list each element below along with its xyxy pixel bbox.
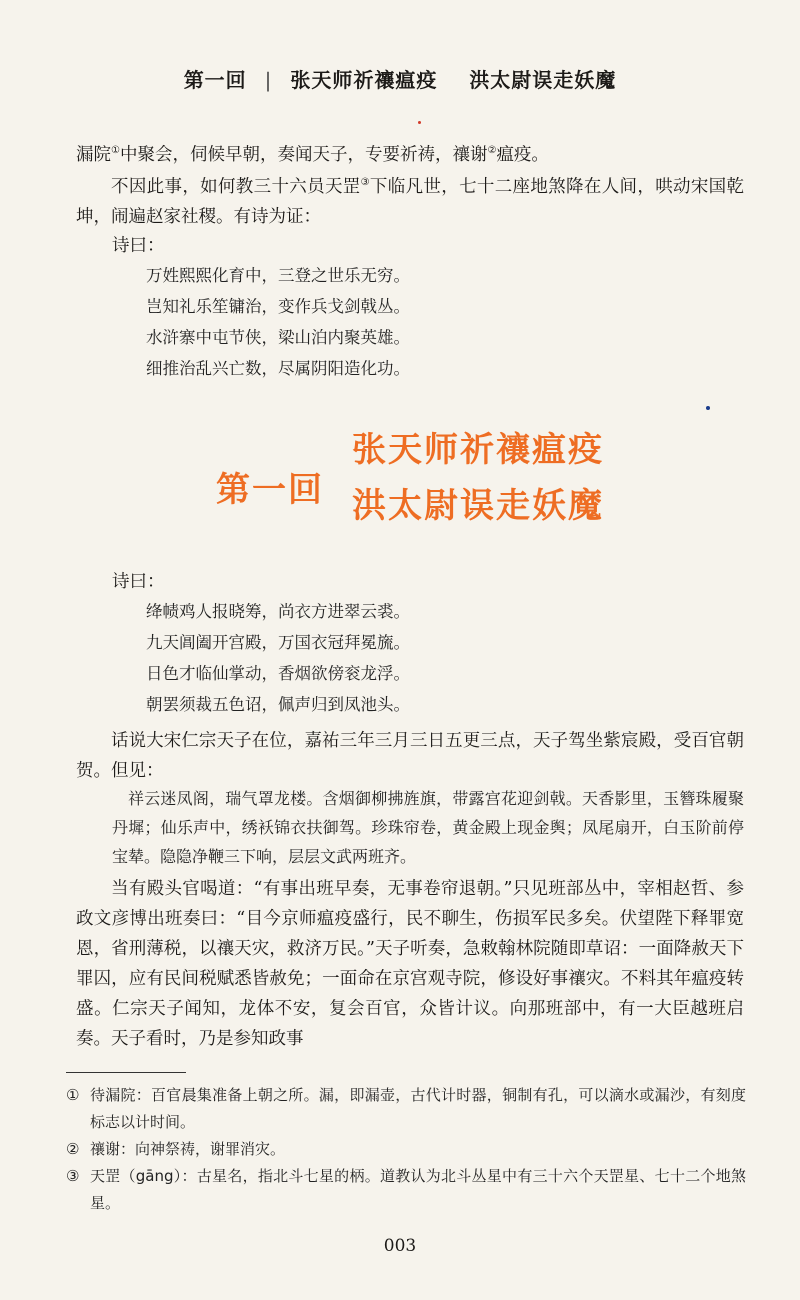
poem-line: 绛帻鸡人报晓筹，尚衣方进翠云裘。: [146, 602, 410, 621]
poem-label: 诗曰：: [112, 236, 165, 256]
running-head: [0, 64, 800, 93]
poem-line: 水浒寨中屯节侠，梁山泊内聚英雄。: [146, 328, 410, 347]
decorative-dot: [706, 406, 710, 410]
banner-title-b: 洪太尉误走妖魔: [352, 486, 604, 526]
footnote-mark: ①: [66, 1086, 80, 1104]
text-run: 中聚会，伺候早朝，奏闻天子，专要祈祷，禳谢: [119, 145, 488, 165]
poem-line: 日色才临仙掌动，香烟欲傍衮龙浮。: [146, 664, 410, 683]
poem-line: 万姓熙熙化育中，三登之世乐无穷。: [146, 266, 410, 285]
footnote-3: [66, 1163, 746, 1217]
text-run: 不因此事，如何教三十六员天罡: [111, 177, 361, 197]
page-number: 003: [383, 1236, 417, 1256]
poem-label: 诗曰：: [112, 572, 165, 592]
footnote-text: 禳谢：向神祭祷，谢罪消灾。: [90, 1140, 286, 1158]
poem-line: 细推治乱兴亡数，尽属阴阳造化功。: [146, 359, 410, 378]
footnote-2: [66, 1136, 746, 1163]
running-head-title-a: 张天师祈禳瘟疫: [290, 68, 438, 92]
footnote-text: 天罡（gāng）：古星名，指北斗七星的柄。道教认为北斗丛星中有三十六个天罡星、七十二个地煞星。: [90, 1167, 746, 1212]
banner-chapter: 第一回: [216, 470, 324, 510]
paragraph-text: 话说大宋仁宗天子在位，嘉祐三年三月三日五更三点，天子驾坐紫宸殿，受百官朝贺。但见：: [76, 731, 744, 781]
running-head-separator: |: [264, 68, 273, 92]
footnote-ref-2[interactable]: ②: [487, 145, 497, 157]
footnote-text: 待漏院：百官晨集准备上朝之所。漏，即漏壶，古代计时器，铜制有孔，可以滴水或漏沙，有刻度标志以计时间。: [90, 1086, 746, 1131]
decorative-dot: [418, 121, 421, 124]
text-run: 漏院: [76, 145, 111, 165]
paragraph-1: [76, 140, 744, 170]
running-head-chapter: 第一回: [183, 68, 247, 92]
description-text: 祥云迷凤阁，瑞气罩龙楼。含烟御柳拂旌旗，带露宫花迎剑戟。天香影里，玉簪珠履聚丹墀；仙乐声中，绣袄锦衣扶御驾。珍珠帘卷，黄金殿上现金舆；凤尾扇开，白玉阶前停宝辇。隐隐净鞭三下响，层层文武两班齐。: [112, 789, 744, 866]
poem-line: 九天阊阖开宫殿，万国衣冠拜冕旒。: [146, 633, 410, 652]
poem-line: 朝罢须裁五色诏，佩声归到凤池头。: [146, 695, 410, 714]
footnote-ref-1[interactable]: ①: [111, 145, 120, 157]
footnote-mark: ②: [66, 1140, 80, 1158]
footnotes: [66, 1082, 746, 1217]
running-head-title-b: 洪太尉误走妖魔: [469, 68, 617, 92]
chapter-title-banner: [0, 420, 800, 530]
paragraph-3: [76, 726, 744, 786]
footnote-ref-3[interactable]: ③: [360, 177, 370, 189]
paragraph-2: [76, 172, 744, 232]
text-run: 下临凡世，七十二座地煞降在人间，哄动宋国乾坤，闹遍赵家社稷。有诗为证：: [76, 177, 745, 227]
text-run: 瘟疫。: [496, 145, 549, 165]
footnote-1: [66, 1082, 746, 1136]
poem-2: [146, 596, 410, 720]
poem-1: [146, 260, 410, 384]
poem-line: 岂知礼乐笙镛治，变作兵戈剑戟丛。: [146, 297, 410, 316]
footnote-mark: ③: [66, 1167, 80, 1185]
paragraph-text: 当有殿头官喝道：“有事出班早奏，无事卷帘退朝。”只见班部丛中，宰相赵哲、参政文彦博出班奏曰：“目今京师瘟疫盛行，民不聊生，伤损军民多矣。伏望陛下释罪宽恩，省刑薄税，以禳天灾，救济万民。”天子听奏，急敕翰林院随即草诏：一面降赦天下罪囚，应有民间税赋悉皆赦免；一面命在京宫观寺院，修设好事禳灾。不料其年瘟疫转盛。仁宗天子闻知，龙体不安，复会百官，众皆计议。向那班部中，有一大臣越班启奏。天子看时，乃是参知政事: [76, 879, 744, 1049]
footnote-divider: [66, 1072, 186, 1073]
court-description: [112, 784, 744, 871]
banner-title-a: 张天师祈禳瘟疫: [352, 430, 604, 470]
paragraph-4: [76, 874, 744, 1054]
